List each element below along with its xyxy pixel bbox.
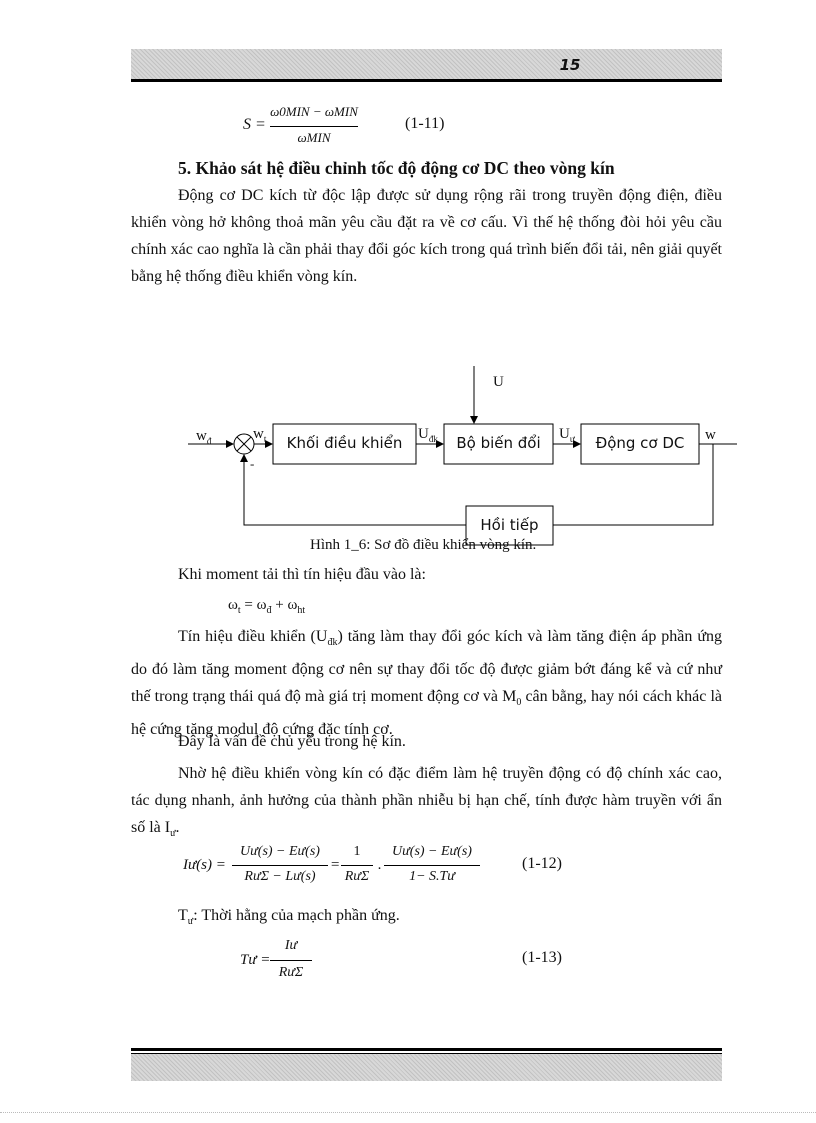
fraction-bar bbox=[270, 960, 312, 961]
eq-1-12-f2-numerator: 1 bbox=[353, 844, 361, 859]
tu-definition-line: $T_ư$: Thời hằng của mạch phần ứng. bbox=[178, 907, 400, 928]
eq-1-12-f1-numerator: Uư(s) − Eư(s) bbox=[240, 844, 320, 859]
input-label: $w_đ$ bbox=[196, 428, 212, 446]
eq-1-13-number: (1-13) bbox=[522, 949, 562, 966]
eq-1-12-f3-denominator: 1− S.Tư bbox=[409, 869, 455, 884]
eq-1-12-fraction-1 bbox=[232, 844, 328, 888]
eq-1-12-fraction-2 bbox=[341, 844, 373, 888]
eq-1-13-numerator: Iư bbox=[284, 938, 298, 953]
moment-line: Khi moment tải thì tín hiệu đầu vào là: bbox=[178, 566, 426, 583]
summing-junction bbox=[234, 434, 254, 454]
eq-1-12-f3-numerator: Uư(s) − Eư(s) bbox=[392, 844, 472, 859]
footer-band bbox=[131, 1054, 722, 1081]
fraction-bar bbox=[384, 865, 480, 866]
day-la-line: Đây là vấn đề chủ yếu trong hệ kín. bbox=[178, 733, 406, 750]
converter-block-label: Bộ biến đổi bbox=[456, 434, 541, 452]
feedback-block-label: Hồi tiếp bbox=[480, 516, 539, 534]
figure-caption: Hình 1_6: Sơ đồ điều khiển vòng kín. bbox=[310, 537, 537, 553]
output-label: w bbox=[705, 427, 716, 443]
eq-1-11-denominator: ωMIN bbox=[297, 130, 331, 145]
controller-block-label: Khối điều khiển bbox=[286, 434, 403, 452]
fraction-bar bbox=[341, 865, 373, 866]
udk-label: $U_{đk}$ bbox=[418, 426, 438, 444]
eq-1-12-fraction-3 bbox=[384, 844, 480, 888]
eq-1-12-equals: = bbox=[330, 857, 341, 873]
eq-1-13-fraction bbox=[270, 938, 312, 986]
minus-sign: - bbox=[250, 456, 255, 471]
fraction-bar bbox=[232, 865, 328, 866]
eq-1-13-denominator: RưΣ bbox=[278, 965, 304, 980]
eq-1-12-f2-denominator: RưΣ bbox=[344, 869, 370, 884]
eq-1-13-lhs: Tư = bbox=[240, 952, 271, 968]
eq-1-11-lhs: S = bbox=[243, 116, 266, 133]
paragraph-2: Tín hiệu điều khiển $(U_{đk})$ tăng làm thay đổi góc kích và làm tăng điện áp phần ứng do đó làm tăng moment động cơ nên sự thay đổi tốc độ được giảm bớt đáng kể và cứ như thế trong trạng thái quá độ mà giá trị moment động cơ và $M_0$ cân bằng, hay nói cách khác là hệ cứng tăng modul độ cứng đặc tính cơ. bbox=[131, 628, 723, 739]
motor-block-label: Động cơ DC bbox=[595, 434, 685, 452]
eq-1-12-number: (1-12) bbox=[522, 855, 562, 872]
eq-1-12-dot: . bbox=[378, 857, 382, 873]
feedback-return-path bbox=[244, 455, 466, 525]
page-number: 15 bbox=[559, 56, 581, 74]
u-top-label: U bbox=[493, 374, 504, 390]
sum-output-label: $w_t$ bbox=[253, 426, 267, 444]
eq-1-12-f1-denominator: RưΣ − Lư(s) bbox=[244, 869, 316, 884]
page-bottom-edge bbox=[0, 1112, 816, 1114]
footer-rule bbox=[131, 1048, 722, 1051]
eq-1-12-lhs: Iư(s) = bbox=[183, 857, 226, 873]
uu-label: $U_ư$ bbox=[559, 426, 575, 444]
paragraph-1-text: Động cơ DC kích từ độc lập được sử dụng rộng rãi trong truyền động điện, điều khiển vòng hở không thoả mãn yêu cầu đặt ra về cơ cấu. Vì thế hệ thống đòi hỏi yêu cầu chính xác cao nghĩa là cần phải thay đổi góc kích trong quá trình biến đổi tải, nên giải quyết bằng hệ thống điều khiển vòng kín. bbox=[131, 187, 722, 285]
section-heading: 5. Khảo sát hệ điều chỉnh tốc độ động cơ DC theo vòng kín bbox=[178, 158, 615, 178]
paragraph-3: Nhờ hệ điều khiển vòng kín có đặc điểm làm hệ truyền động có độ chính xác cao, tác dụng nhanh, ảnh hưởng của thành phần nhiễu bị hạn chế, tính được hàm truyền với ẩn số là $I_ư$. bbox=[131, 765, 722, 840]
eq-1-11-numerator: ω0MIN − ωMIN bbox=[270, 104, 358, 119]
omega-equation: $\omega_t = \omega_đ + \omega_{ht}$ bbox=[228, 597, 306, 616]
eq-1-11-number: (1-11) bbox=[405, 115, 445, 132]
